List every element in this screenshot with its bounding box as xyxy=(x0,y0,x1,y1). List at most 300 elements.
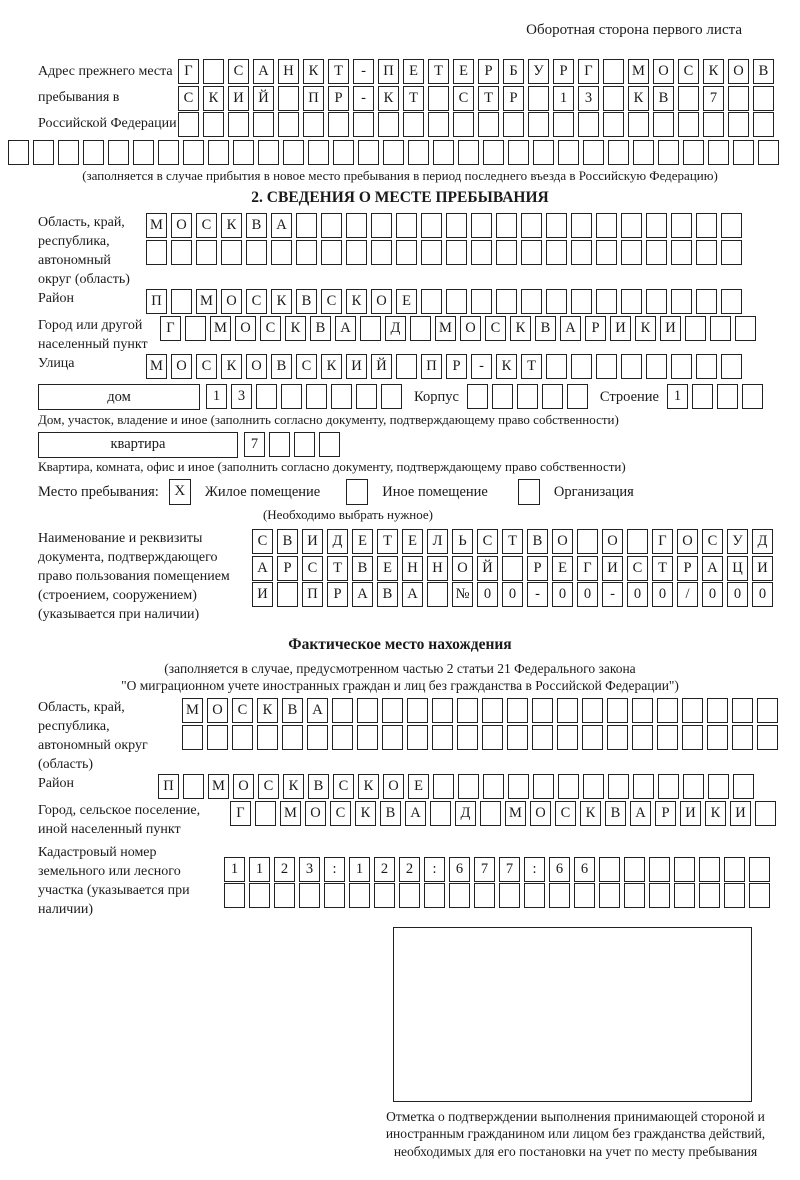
char-cell[interactable] xyxy=(458,774,479,799)
char-cell[interactable]: Ь xyxy=(452,529,473,554)
char-cell[interactable] xyxy=(696,240,717,265)
char-cell[interactable] xyxy=(294,432,315,457)
char-cell[interactable] xyxy=(732,698,753,723)
char-cell[interactable] xyxy=(546,240,567,265)
char-cell[interactable] xyxy=(671,354,692,379)
char-cell[interactable] xyxy=(603,86,624,111)
char-cell[interactable]: О xyxy=(653,59,674,84)
char-cell[interactable]: В xyxy=(380,801,401,826)
char-cell[interactable] xyxy=(733,774,754,799)
char-cell[interactable] xyxy=(432,698,453,723)
char-cell[interactable] xyxy=(557,725,578,750)
char-cell[interactable] xyxy=(599,857,620,882)
char-cell[interactable]: № xyxy=(452,582,473,607)
char-cell[interactable]: И xyxy=(680,801,701,826)
char-cell[interactable] xyxy=(196,240,217,265)
char-cell[interactable] xyxy=(453,112,474,137)
char-cell[interactable] xyxy=(699,883,720,908)
char-cell[interactable] xyxy=(558,140,579,165)
other-premises-checkbox[interactable] xyxy=(346,479,368,505)
char-cell[interactable] xyxy=(721,354,742,379)
char-cell[interactable]: 6 xyxy=(449,857,470,882)
char-cell[interactable]: Е xyxy=(552,556,573,581)
char-cell[interactable] xyxy=(508,774,529,799)
char-cell[interactable] xyxy=(457,725,478,750)
char-cell[interactable] xyxy=(357,698,378,723)
char-cell[interactable]: Г xyxy=(160,316,181,341)
char-cell[interactable] xyxy=(324,883,345,908)
char-cell[interactable] xyxy=(728,86,749,111)
char-cell[interactable] xyxy=(724,857,745,882)
char-cell[interactable] xyxy=(721,213,742,238)
char-cell[interactable]: О xyxy=(602,529,623,554)
char-cell[interactable]: Д xyxy=(385,316,406,341)
char-cell[interactable] xyxy=(58,140,79,165)
char-cell[interactable]: Т xyxy=(377,529,398,554)
char-cell[interactable] xyxy=(682,725,703,750)
char-cell[interactable] xyxy=(410,316,431,341)
char-cell[interactable] xyxy=(449,883,470,908)
char-cell[interactable] xyxy=(571,240,592,265)
char-cell[interactable] xyxy=(146,240,167,265)
char-cell[interactable] xyxy=(256,384,277,409)
char-cell[interactable] xyxy=(353,112,374,137)
char-cell[interactable]: К xyxy=(378,86,399,111)
char-cell[interactable]: С xyxy=(296,354,317,379)
char-cell[interactable]: В xyxy=(377,582,398,607)
char-cell[interactable]: О xyxy=(246,354,267,379)
char-cell[interactable] xyxy=(277,582,298,607)
char-cell[interactable] xyxy=(646,240,667,265)
char-cell[interactable] xyxy=(378,112,399,137)
char-cell[interactable] xyxy=(632,698,653,723)
char-cell[interactable] xyxy=(492,384,513,409)
char-cell[interactable]: В xyxy=(653,86,674,111)
char-cell[interactable] xyxy=(657,698,678,723)
char-cell[interactable]: К xyxy=(303,59,324,84)
char-cell[interactable] xyxy=(446,289,467,314)
char-cell[interactable]: Е xyxy=(408,774,429,799)
char-cell[interactable]: П xyxy=(421,354,442,379)
char-cell[interactable] xyxy=(683,774,704,799)
char-cell[interactable] xyxy=(632,725,653,750)
char-cell[interactable]: 0 xyxy=(752,582,773,607)
char-cell[interactable] xyxy=(633,140,654,165)
char-cell[interactable] xyxy=(496,240,517,265)
char-cell[interactable] xyxy=(553,112,574,137)
char-cell[interactable]: Т xyxy=(428,59,449,84)
char-cell[interactable]: А xyxy=(702,556,723,581)
char-cell[interactable] xyxy=(758,140,779,165)
char-cell[interactable]: 2 xyxy=(399,857,420,882)
char-cell[interactable] xyxy=(496,289,517,314)
char-cell[interactable]: О xyxy=(452,556,473,581)
char-cell[interactable] xyxy=(627,529,648,554)
char-cell[interactable]: И xyxy=(252,582,273,607)
char-cell[interactable] xyxy=(433,140,454,165)
char-cell[interactable] xyxy=(224,883,245,908)
char-cell[interactable] xyxy=(596,289,617,314)
char-cell[interactable] xyxy=(549,883,570,908)
char-cell[interactable] xyxy=(471,289,492,314)
char-cell[interactable]: Т xyxy=(652,556,673,581)
char-cell[interactable]: Н xyxy=(402,556,423,581)
char-cell[interactable]: У xyxy=(727,529,748,554)
char-cell[interactable]: К xyxy=(221,354,242,379)
char-cell[interactable] xyxy=(358,140,379,165)
char-cell[interactable]: В xyxy=(527,529,548,554)
char-cell[interactable]: М xyxy=(146,213,167,238)
char-cell[interactable] xyxy=(458,140,479,165)
char-cell[interactable]: С xyxy=(330,801,351,826)
char-cell[interactable] xyxy=(671,240,692,265)
char-cell[interactable] xyxy=(646,213,667,238)
char-cell[interactable]: М xyxy=(210,316,231,341)
char-cell[interactable]: П xyxy=(303,86,324,111)
char-cell[interactable]: О xyxy=(305,801,326,826)
char-cell[interactable] xyxy=(699,857,720,882)
char-cell[interactable]: П xyxy=(378,59,399,84)
char-cell[interactable]: Г xyxy=(230,801,251,826)
organization-checkbox[interactable] xyxy=(518,479,540,505)
char-cell[interactable] xyxy=(171,240,192,265)
char-cell[interactable]: - xyxy=(602,582,623,607)
char-cell[interactable]: Р xyxy=(553,59,574,84)
char-cell[interactable] xyxy=(735,316,756,341)
char-cell[interactable]: О xyxy=(171,213,192,238)
char-cell[interactable] xyxy=(233,140,254,165)
char-cell[interactable]: Й xyxy=(477,556,498,581)
char-cell[interactable] xyxy=(399,883,420,908)
char-cell[interactable]: Е xyxy=(352,529,373,554)
char-cell[interactable]: Р xyxy=(677,556,698,581)
char-cell[interactable] xyxy=(381,384,402,409)
char-cell[interactable] xyxy=(396,354,417,379)
char-cell[interactable]: К xyxy=(285,316,306,341)
char-cell[interactable] xyxy=(296,240,317,265)
char-cell[interactable]: С xyxy=(228,59,249,84)
char-cell[interactable]: С xyxy=(252,529,273,554)
char-cell[interactable] xyxy=(471,240,492,265)
char-cell[interactable]: 0 xyxy=(652,582,673,607)
char-cell[interactable]: П xyxy=(302,582,323,607)
char-cell[interactable]: 0 xyxy=(577,582,598,607)
char-cell[interactable] xyxy=(755,801,776,826)
char-cell[interactable]: Е xyxy=(403,59,424,84)
char-cell[interactable]: С xyxy=(477,529,498,554)
char-cell[interactable] xyxy=(532,725,553,750)
char-cell[interactable] xyxy=(603,59,624,84)
char-cell[interactable] xyxy=(571,289,592,314)
char-cell[interactable]: Д xyxy=(327,529,348,554)
char-cell[interactable] xyxy=(682,698,703,723)
char-cell[interactable] xyxy=(685,316,706,341)
char-cell[interactable] xyxy=(421,289,442,314)
char-cell[interactable]: 7 xyxy=(244,432,265,457)
char-cell[interactable]: В xyxy=(296,289,317,314)
char-cell[interactable] xyxy=(308,140,329,165)
char-cell[interactable] xyxy=(299,883,320,908)
char-cell[interactable]: С xyxy=(453,86,474,111)
char-cell[interactable] xyxy=(203,59,224,84)
char-cell[interactable] xyxy=(707,725,728,750)
char-cell[interactable] xyxy=(171,289,192,314)
char-cell[interactable] xyxy=(732,725,753,750)
char-cell[interactable] xyxy=(424,883,445,908)
char-cell[interactable]: В xyxy=(282,698,303,723)
char-cell[interactable] xyxy=(208,140,229,165)
char-cell[interactable]: С xyxy=(485,316,506,341)
char-cell[interactable]: Р xyxy=(503,86,524,111)
char-cell[interactable] xyxy=(296,213,317,238)
char-cell[interactable] xyxy=(521,240,542,265)
char-cell[interactable] xyxy=(403,112,424,137)
char-cell[interactable] xyxy=(658,774,679,799)
char-cell[interactable]: П xyxy=(146,289,167,314)
char-cell[interactable] xyxy=(708,774,729,799)
char-cell[interactable] xyxy=(646,354,667,379)
char-cell[interactable] xyxy=(321,213,342,238)
char-cell[interactable] xyxy=(158,140,179,165)
char-cell[interactable]: А xyxy=(253,59,274,84)
char-cell[interactable] xyxy=(696,213,717,238)
char-cell[interactable] xyxy=(546,213,567,238)
char-cell[interactable] xyxy=(371,213,392,238)
char-cell[interactable] xyxy=(483,140,504,165)
char-cell[interactable]: И xyxy=(346,354,367,379)
char-cell[interactable]: Д xyxy=(752,529,773,554)
char-cell[interactable] xyxy=(524,883,545,908)
char-cell[interactable]: К xyxy=(203,86,224,111)
char-cell[interactable] xyxy=(708,140,729,165)
char-cell[interactable]: Г xyxy=(578,59,599,84)
char-cell[interactable]: М xyxy=(196,289,217,314)
char-cell[interactable]: 0 xyxy=(702,582,723,607)
char-cell[interactable] xyxy=(578,112,599,137)
char-cell[interactable]: И xyxy=(610,316,631,341)
char-cell[interactable]: Т xyxy=(327,556,348,581)
char-cell[interactable]: Р xyxy=(446,354,467,379)
char-cell[interactable]: Р xyxy=(478,59,499,84)
char-cell[interactable] xyxy=(546,354,567,379)
char-cell[interactable]: Р xyxy=(277,556,298,581)
char-cell[interactable] xyxy=(678,86,699,111)
char-cell[interactable] xyxy=(183,140,204,165)
char-cell[interactable] xyxy=(396,213,417,238)
char-cell[interactable]: О xyxy=(530,801,551,826)
char-cell[interactable]: Т xyxy=(328,59,349,84)
char-cell[interactable]: Н xyxy=(427,556,448,581)
char-cell[interactable]: В xyxy=(271,354,292,379)
char-cell[interactable] xyxy=(33,140,54,165)
char-cell[interactable]: С xyxy=(678,59,699,84)
char-cell[interactable]: С xyxy=(302,556,323,581)
char-cell[interactable]: 1 xyxy=(206,384,227,409)
char-cell[interactable]: О xyxy=(235,316,256,341)
char-cell[interactable] xyxy=(269,432,290,457)
char-cell[interactable] xyxy=(533,774,554,799)
char-cell[interactable]: - xyxy=(353,86,374,111)
char-cell[interactable] xyxy=(408,140,429,165)
char-cell[interactable]: В xyxy=(246,213,267,238)
char-cell[interactable] xyxy=(478,112,499,137)
char-cell[interactable] xyxy=(517,384,538,409)
char-cell[interactable] xyxy=(658,140,679,165)
char-cell[interactable]: : xyxy=(524,857,545,882)
char-cell[interactable]: Ц xyxy=(727,556,748,581)
char-cell[interactable] xyxy=(599,883,620,908)
char-cell[interactable]: В xyxy=(535,316,556,341)
char-cell[interactable] xyxy=(283,140,304,165)
char-cell[interactable] xyxy=(496,213,517,238)
char-cell[interactable]: О xyxy=(171,354,192,379)
char-cell[interactable] xyxy=(753,112,774,137)
char-cell[interactable]: С xyxy=(232,698,253,723)
char-cell[interactable]: Г xyxy=(178,59,199,84)
char-cell[interactable]: С xyxy=(260,316,281,341)
char-cell[interactable] xyxy=(83,140,104,165)
char-cell[interactable] xyxy=(257,725,278,750)
char-cell[interactable] xyxy=(707,698,728,723)
char-cell[interactable]: С xyxy=(246,289,267,314)
char-cell[interactable] xyxy=(710,316,731,341)
char-cell[interactable]: О xyxy=(207,698,228,723)
char-cell[interactable]: К xyxy=(257,698,278,723)
char-cell[interactable] xyxy=(624,883,645,908)
char-cell[interactable] xyxy=(228,112,249,137)
char-cell[interactable] xyxy=(649,857,670,882)
char-cell[interactable] xyxy=(596,213,617,238)
char-cell[interactable]: 0 xyxy=(477,582,498,607)
char-cell[interactable]: О xyxy=(221,289,242,314)
char-cell[interactable] xyxy=(749,857,770,882)
char-cell[interactable] xyxy=(421,213,442,238)
char-cell[interactable]: Б xyxy=(503,59,524,84)
char-cell[interactable] xyxy=(396,240,417,265)
char-cell[interactable] xyxy=(332,725,353,750)
char-cell[interactable] xyxy=(674,883,695,908)
char-cell[interactable]: : xyxy=(324,857,345,882)
char-cell[interactable]: К xyxy=(510,316,531,341)
char-cell[interactable] xyxy=(133,140,154,165)
char-cell[interactable] xyxy=(457,698,478,723)
char-cell[interactable]: К xyxy=(346,289,367,314)
char-cell[interactable] xyxy=(521,289,542,314)
char-cell[interactable] xyxy=(203,112,224,137)
char-cell[interactable] xyxy=(246,240,267,265)
char-cell[interactable] xyxy=(183,774,204,799)
char-cell[interactable]: А xyxy=(630,801,651,826)
char-cell[interactable]: М xyxy=(435,316,456,341)
char-cell[interactable]: 1 xyxy=(224,857,245,882)
char-cell[interactable] xyxy=(307,725,328,750)
char-cell[interactable] xyxy=(433,774,454,799)
char-cell[interactable]: К xyxy=(496,354,517,379)
char-cell[interactable]: 2 xyxy=(374,857,395,882)
char-cell[interactable]: Р xyxy=(655,801,676,826)
char-cell[interactable]: В xyxy=(310,316,331,341)
char-cell[interactable] xyxy=(432,725,453,750)
char-cell[interactable]: 0 xyxy=(552,582,573,607)
char-cell[interactable] xyxy=(427,582,448,607)
char-cell[interactable] xyxy=(574,883,595,908)
char-cell[interactable] xyxy=(583,774,604,799)
char-cell[interactable]: С xyxy=(178,86,199,111)
char-cell[interactable]: М xyxy=(280,801,301,826)
char-cell[interactable] xyxy=(521,213,542,238)
char-cell[interactable] xyxy=(467,384,488,409)
char-cell[interactable] xyxy=(607,698,628,723)
char-cell[interactable]: 0 xyxy=(502,582,523,607)
char-cell[interactable] xyxy=(360,316,381,341)
char-cell[interactable]: М xyxy=(182,698,203,723)
char-cell[interactable] xyxy=(333,140,354,165)
char-cell[interactable] xyxy=(742,384,763,409)
char-cell[interactable]: К xyxy=(635,316,656,341)
char-cell[interactable] xyxy=(407,698,428,723)
char-cell[interactable] xyxy=(303,112,324,137)
char-cell[interactable]: В xyxy=(352,556,373,581)
char-cell[interactable]: О xyxy=(728,59,749,84)
char-cell[interactable] xyxy=(607,725,628,750)
char-cell[interactable] xyxy=(621,240,642,265)
char-cell[interactable] xyxy=(253,112,274,137)
char-cell[interactable]: К xyxy=(271,289,292,314)
char-cell[interactable]: К xyxy=(283,774,304,799)
char-cell[interactable] xyxy=(346,213,367,238)
char-cell[interactable]: В xyxy=(753,59,774,84)
char-cell[interactable]: К xyxy=(358,774,379,799)
char-cell[interactable]: А xyxy=(335,316,356,341)
char-cell[interactable] xyxy=(446,213,467,238)
char-cell[interactable] xyxy=(649,883,670,908)
char-cell[interactable] xyxy=(603,112,624,137)
char-cell[interactable] xyxy=(571,213,592,238)
char-cell[interactable] xyxy=(185,316,206,341)
char-cell[interactable]: С xyxy=(333,774,354,799)
char-cell[interactable] xyxy=(482,725,503,750)
char-cell[interactable]: Т xyxy=(478,86,499,111)
char-cell[interactable] xyxy=(382,725,403,750)
char-cell[interactable]: 1 xyxy=(667,384,688,409)
char-cell[interactable]: Т xyxy=(521,354,542,379)
char-cell[interactable]: В xyxy=(277,529,298,554)
char-cell[interactable]: О xyxy=(383,774,404,799)
char-cell[interactable] xyxy=(482,698,503,723)
char-cell[interactable] xyxy=(503,112,524,137)
char-cell[interactable] xyxy=(674,857,695,882)
char-cell[interactable] xyxy=(421,240,442,265)
char-cell[interactable] xyxy=(608,140,629,165)
char-cell[interactable]: 3 xyxy=(231,384,252,409)
char-cell[interactable] xyxy=(430,801,451,826)
char-cell[interactable] xyxy=(753,86,774,111)
char-cell[interactable] xyxy=(474,883,495,908)
char-cell[interactable]: / xyxy=(677,582,698,607)
char-cell[interactable]: - xyxy=(471,354,492,379)
char-cell[interactable]: М xyxy=(208,774,229,799)
char-cell[interactable] xyxy=(281,384,302,409)
char-cell[interactable] xyxy=(671,289,692,314)
char-cell[interactable] xyxy=(221,240,242,265)
char-cell[interactable]: К xyxy=(705,801,726,826)
char-cell[interactable]: А xyxy=(352,582,373,607)
char-cell[interactable]: Е xyxy=(402,529,423,554)
char-cell[interactable]: И xyxy=(302,529,323,554)
char-cell[interactable]: Р xyxy=(328,86,349,111)
char-cell[interactable] xyxy=(624,857,645,882)
char-cell[interactable]: - xyxy=(527,582,548,607)
